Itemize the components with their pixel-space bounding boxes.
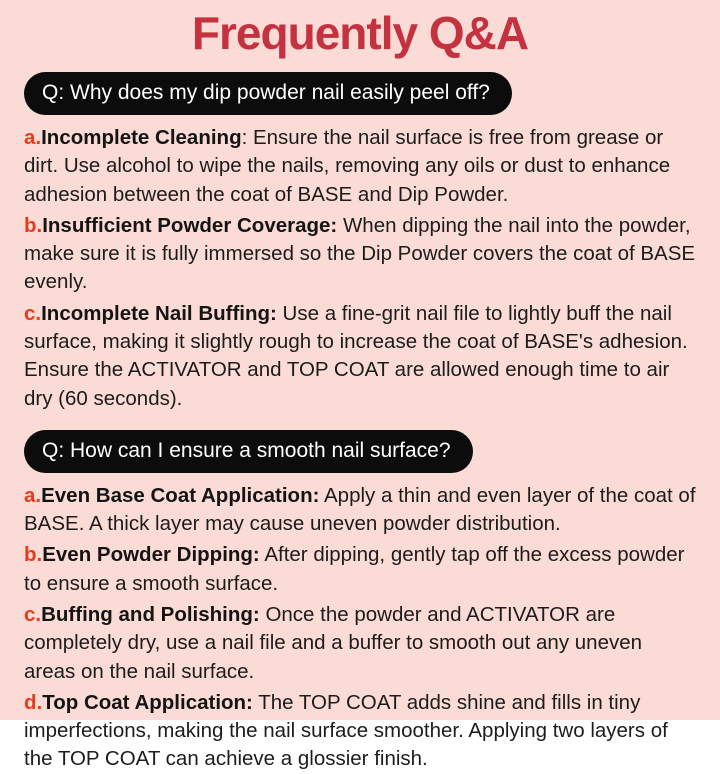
answer-heading: Top Coat Application:: [42, 690, 253, 714]
answer-heading: Insufficient Powder Coverage:: [42, 213, 338, 237]
answer-incomplete-nail-buffing: [24, 300, 696, 413]
answers-list: [24, 124, 696, 413]
answer-body: Apply a thin and even layer of the coat of BASE. A thick layer may cause uneven powder distribution.: [24, 483, 696, 536]
answer-heading: Buffing and Polishing:: [41, 602, 260, 626]
answer-body: : Ensure the nail surface is free from grease or dirt. Use alcohol to wipe the nails, removing any oils or dust to enhance adhesion between the coat of BASE and Dip Powder.: [24, 126, 671, 206]
answer-even-base-coat: [24, 482, 696, 539]
answer-buffing-and-polishing: [24, 601, 696, 686]
answer-label: b.: [24, 213, 43, 237]
answer-incomplete-cleaning: [24, 124, 696, 209]
answer-top-coat-application: [24, 689, 696, 774]
answer-label: b.: [24, 543, 43, 567]
question-pill-smooth-surface: Q: How can I ensure a smooth nail surface?: [24, 430, 473, 473]
answer-heading: Even Base Coat Application:: [41, 483, 320, 507]
answers-list: [24, 482, 696, 774]
answer-label: a.: [24, 126, 42, 149]
answer-heading: Even Powder Dipping:: [42, 543, 260, 567]
answer-body: After dipping, gently tap off the excess powder to ensure a smooth surface.: [24, 543, 685, 595]
page-title: Frequently Q&A: [191, 7, 529, 59]
question-pill-peel-off: Q: Why does my dip powder nail easily peel off?: [24, 72, 512, 115]
answer-label: c.: [24, 301, 42, 325]
faq-section-peel-off: [24, 68, 696, 413]
answer-body: The TOP COAT adds shine and fills in tiny imperfections, making the nail surface smoother. Applying two layers of the TOP COAT can achieve a glossier finish.: [24, 690, 668, 771]
answer-label: c.: [24, 602, 42, 626]
answer-insufficient-powder-coverage: [24, 212, 696, 297]
answer-label: d.: [24, 690, 43, 714]
answer-body: When dipping the nail into the powder, make sure it is fully immersed so the Dip Powder covers the coat of BASE evenly.: [24, 213, 696, 294]
answer-body: Use a fine-grit nail file to lightly buff the nail surface, making it slightly rough to increase the coat of BASE's adhesion. Ensure the ACTIVATOR and TOP COAT are allowed enough time to air dry (60 seconds).: [24, 301, 688, 410]
answer-heading: Incomplete Cleaning: [41, 126, 242, 149]
answer-even-powder-dipping: [24, 541, 696, 598]
answer-body: Once the powder and ACTIVATOR are completely dry, use a nail file and a buffer to smooth out any uneven areas on the nail surface.: [24, 602, 643, 683]
answer-heading: Incomplete Nail Buffing:: [41, 301, 277, 325]
answer-label: a.: [24, 483, 42, 507]
